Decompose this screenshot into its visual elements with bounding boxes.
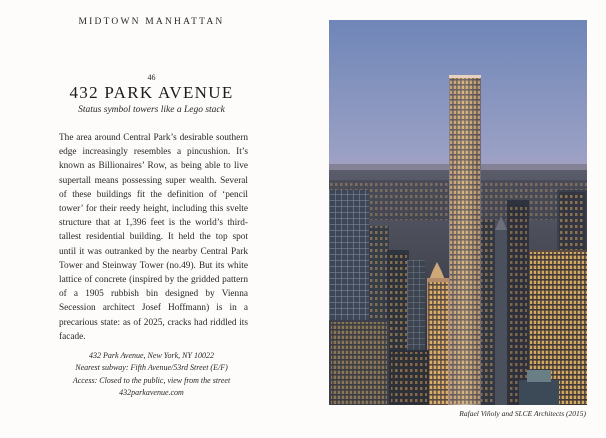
access-line: Access: Closed to the public, view from the street bbox=[72, 375, 231, 385]
address-line: 432 Park Avenue, New York, NY 10022 bbox=[89, 351, 214, 360]
skyline-photo bbox=[329, 20, 587, 405]
body-paragraph: The area around Central Park’s desirable southern edge increasingly resembles a pincushion. It’s known as Billionaires’ Row, as being able to live supertall means possessing super wealth. Several of these buildings fit the definition of ‘pencil tower’ for their reedy height, including this svelte structure that at 1,396 feet is the world’s third-tallest residential building. It held the top spot until it was outranked by the nearby Central Park Tower and Steinway Tower (no.49). But its white lattice of concrete (inspired by the gridded pattern of a 1905 rubbish bin designed by Vienna Secession architect Josef Hoffmann) is in a precarious state: as of 2025, cracks had riddled its facade. bbox=[59, 133, 248, 342]
visitor-info bbox=[0, 350, 303, 399]
photo-credit: Rafael Viñoly and SLCE Architects (2015) bbox=[459, 409, 586, 418]
section-header: MIDTOWN MANHATTAN bbox=[78, 17, 225, 27]
website-link[interactable]: 432parkavenue.com bbox=[119, 387, 184, 397]
body-text bbox=[59, 131, 248, 344]
right-page bbox=[303, 0, 606, 438]
skyline-illustration bbox=[329, 20, 587, 405]
building-title: 432 PARK AVENUE bbox=[69, 83, 234, 102]
tower-grid-windows bbox=[450, 76, 480, 404]
entry-number: 46 bbox=[147, 73, 156, 82]
subway-line: Nearest subway: Fifth Avenue/53rd Street (E/F) bbox=[75, 363, 228, 373]
entry-subtitle: Status symbol towers like a Lego stack bbox=[78, 105, 225, 115]
